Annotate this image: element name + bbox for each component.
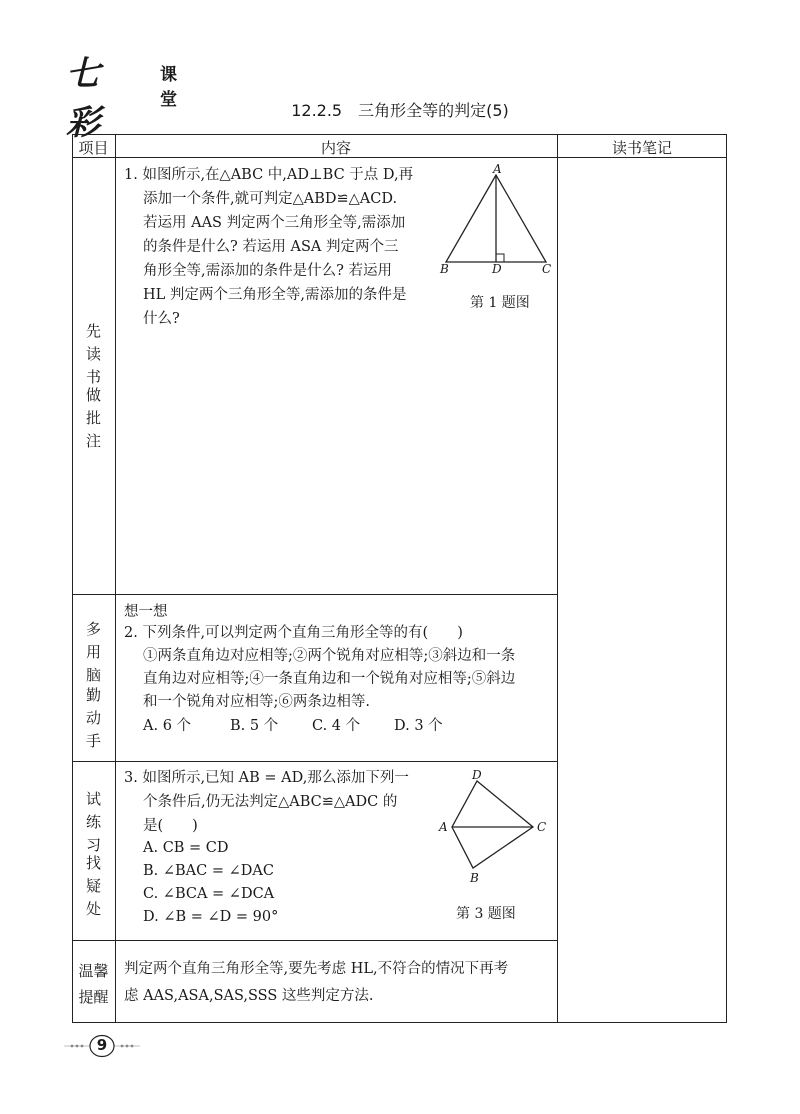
- q3-point-b: B: [470, 871, 479, 885]
- column-divider-notes: [557, 134, 558, 1023]
- header-item: 项目: [78, 139, 109, 157]
- logo-sub-text: 课堂: [160, 65, 177, 110]
- q3-line: 3. 如图所示,已知 AB = AD,那么添加下列一: [124, 770, 409, 786]
- page-number: 9: [96, 1036, 108, 1054]
- q3-option-c: C. ∠BCA = ∠DCA: [143, 886, 275, 902]
- q1-line: 1. 如图所示,在△ABC 中,AD⊥BC 于点 D,再: [124, 167, 414, 183]
- q3-option-b: B. ∠BAC = ∠DAC: [143, 863, 274, 879]
- q1-line: 若运用 AAS 判定两个三角形全等,需添加: [143, 215, 406, 231]
- q2-option-b: B. 5 个: [230, 718, 279, 734]
- section4-label: 温馨 提醒: [78, 962, 109, 1006]
- q3-option-d: D. ∠B = ∠D = 90°: [143, 909, 279, 925]
- logo-main-text: 七彩: [66, 54, 98, 143]
- section1-label-b: 做 批 注: [85, 386, 101, 450]
- q3-line: 个条件后,仍无法判定△ABC≌△ADC 的: [143, 794, 398, 810]
- q2-line: 直角边对应相等;④一条直角边和一个锐角对应相等;⑤斜边: [143, 671, 516, 687]
- q1-line: 角形全等,需添加的条件是什么? 若运用: [143, 263, 392, 279]
- q1-figure-caption: 第 1 题图: [470, 295, 530, 311]
- row-divider-2: [72, 761, 557, 762]
- q2-line: 2. 下列条件,可以判定两个直角三角形全等的有( ): [124, 625, 463, 641]
- q3-line: 是( ): [143, 818, 198, 834]
- tip-line: 虑 AAS,ASA,SAS,SSS 这些判定方法.: [124, 988, 374, 1004]
- section2-label-a: 多 用 脑: [85, 620, 101, 684]
- q2-option-c: C. 4 个: [312, 718, 361, 734]
- q1-line: 的条件是什么? 若运用 ASA 判定两个三: [143, 239, 399, 255]
- q1-point-c: C: [542, 262, 552, 276]
- section3-label-b: 找 疑 处: [85, 854, 101, 918]
- q3-point-a: A: [439, 820, 448, 834]
- section3-label-a: 试 练 习: [85, 790, 101, 854]
- q1-line: 什么?: [143, 311, 180, 327]
- q1-point-a: A: [493, 162, 502, 176]
- header-notes: 读书笔记: [611, 139, 672, 157]
- page-number-badge: [62, 1034, 142, 1058]
- q2-line: ①两条直角边对应相等;②两个锐角对应相等;③斜边和一条: [143, 648, 516, 664]
- column-divider-item: [115, 134, 116, 1023]
- q2-option-d: D. 3 个: [394, 718, 443, 734]
- row-divider-1: [72, 594, 557, 595]
- tip-line: 判定两个直角三角形全等,要先考虑 HL,不符合的情况下再考: [124, 961, 509, 977]
- q1-line: 添加一个条件,就可判定△ABD≌△ACD.: [143, 191, 398, 207]
- q2-option-a: A. 6 个: [143, 718, 192, 734]
- q2-heading: 想一想: [124, 604, 168, 620]
- q3-option-a: A. CB = CD: [143, 840, 229, 856]
- page-title: 12.2.5 三角形全等的判定(5): [291, 101, 509, 120]
- q1-point-b: B: [440, 262, 449, 276]
- header-content: 内容: [320, 139, 351, 157]
- row-divider-3: [72, 940, 557, 941]
- section2-label-b: 勤 动 手: [85, 686, 101, 750]
- q2-line: 和一个锐角对应相等;⑥两条边相等.: [143, 694, 370, 710]
- q3-kite-figure: [440, 770, 550, 880]
- q3-point-d: D: [472, 768, 482, 782]
- q1-line: HL 判定两个三角形全等,需添加的条件是: [143, 287, 407, 303]
- q1-point-d: D: [492, 262, 502, 276]
- q3-figure-caption: 第 3 题图: [456, 906, 516, 922]
- q3-point-c: C: [537, 820, 547, 834]
- section1-label-a: 先 读 书: [85, 322, 101, 386]
